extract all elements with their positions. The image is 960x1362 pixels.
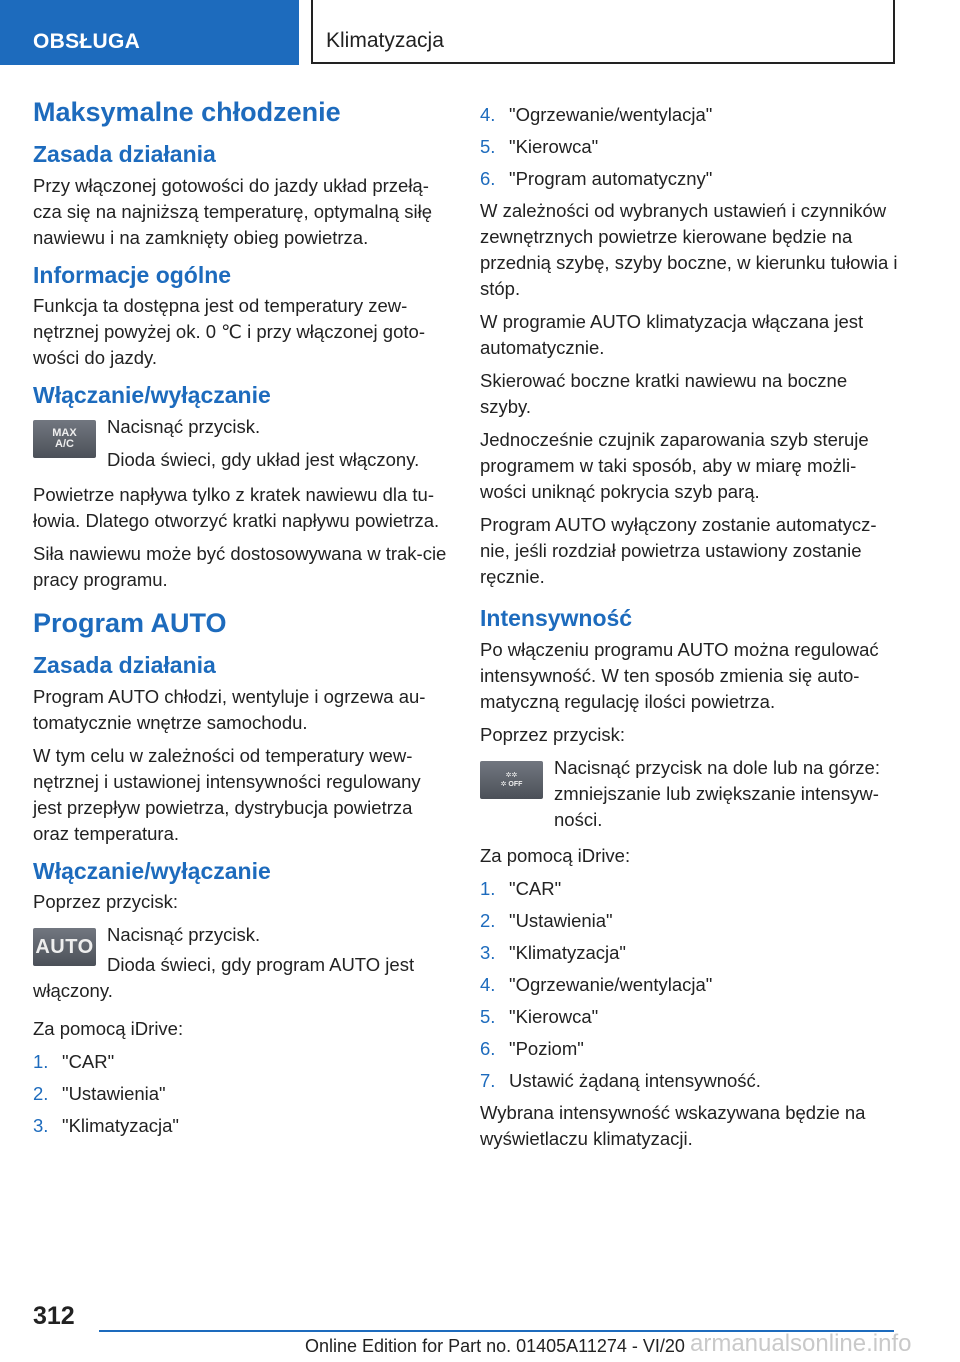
list-item xyxy=(480,1004,900,1030)
heading-general-info: Informacje ogólne xyxy=(33,261,232,288)
paragraph: W programie AUTO klimatyzacja włączana jest automatycznie. xyxy=(480,311,864,358)
list-item xyxy=(33,1113,453,1139)
list-text: "Klimatyzacja" xyxy=(509,941,626,963)
heading-max-cooling: Maksymalne chłodzenie xyxy=(33,97,341,127)
auto-instruction xyxy=(33,922,453,982)
paragraph: Po włączeniu programu AUTO można regulować intensywność. W ten sposób zmienia się auto-matyczną regulację ilości powietrza. xyxy=(480,638,879,712)
fan-icon: ✲✲ xyxy=(505,771,518,779)
heading-on-off: Włączanie/wyłączanie xyxy=(33,857,271,884)
list-item xyxy=(480,166,900,192)
list-item xyxy=(480,1036,900,1062)
paragraph: Poprzez przycisk: xyxy=(33,891,178,913)
max-ac-icon-line: A/C xyxy=(55,438,74,450)
max-ac-button-icon xyxy=(33,420,96,458)
list-number: 4. xyxy=(480,973,496,995)
list-number: 5. xyxy=(480,136,496,157)
auto-button-icon: AUTO xyxy=(33,928,96,966)
list-text: "Klimatyzacja" xyxy=(62,1115,179,1137)
paragraph: Przy włączonej gotowości do jazdy układ przełą-cza się na najniższą temperaturę, optymalną siłę nawiewu i na zamknięty obieg powietrza. xyxy=(33,174,432,248)
list-item xyxy=(480,940,900,966)
fan-intensity-button-icon xyxy=(480,761,543,799)
list-item xyxy=(480,134,900,160)
list-number: 6. xyxy=(480,1037,496,1059)
paragraph: Nacisnąć przycisk. xyxy=(107,924,261,946)
heading-principle: Zasada działania xyxy=(33,140,216,167)
heading-intensity: Intensywność xyxy=(480,605,633,631)
list-number: 4. xyxy=(480,104,496,125)
list-number: 2. xyxy=(480,909,496,931)
paragraph: W zależności od wybranych ustawień i czynników zewnętrznych powietrze kierowane będzie na przednią szybę, szyby boczne, w kierunku tułowia i stóp. xyxy=(480,200,898,299)
list-item xyxy=(480,1068,900,1094)
list-text: "Kierowca" xyxy=(509,136,599,157)
list-text: "CAR" xyxy=(62,1051,115,1073)
paragraph: Skierować boczne kratki nawiewu na boczne szyby. xyxy=(480,370,848,417)
watermark: armanualsonline.info xyxy=(690,1330,912,1357)
list-number: 1. xyxy=(33,1051,49,1073)
max-ac-instruction xyxy=(33,414,453,474)
paragraph: Program AUTO wyłączony zostanie automatycz-nie, jeśli rozdział powietrza ustawiony zostanie ręcznie. xyxy=(480,514,877,587)
list-item xyxy=(480,972,900,998)
list-item xyxy=(33,1049,453,1075)
idrive-intensity-steps-list xyxy=(480,876,900,1094)
heading-on-off: Włączanie/wyłączanie xyxy=(33,382,271,409)
chapter-title: Klimatyzacja xyxy=(311,0,895,64)
list-text: "Program automatyczny" xyxy=(509,168,713,189)
list-text: "Poziom" xyxy=(509,1037,584,1059)
paragraph: Dioda świeci, gdy układ jest włączony. xyxy=(107,449,420,470)
paragraph: Powietrze napływa tylko z kratek nawiewu dla tu-łowia. Dlatego otworzyć kratki napływu powietrza. xyxy=(33,484,440,531)
paragraph: Dioda świeci, gdy program AUTO jest włączony. xyxy=(33,954,415,1002)
list-text: "Ustawienia" xyxy=(509,909,613,931)
intensity-instruction xyxy=(480,755,900,833)
list-text: "Ogrzewanie/wentylacja" xyxy=(509,973,713,995)
paragraph: Za pomocą iDrive: xyxy=(480,844,631,866)
list-item xyxy=(480,876,900,902)
paragraph: Poprzez przycisk: xyxy=(480,723,625,745)
idrive-steps-list-continued xyxy=(480,102,900,192)
paragraph: Nacisnąć przycisk na dole lub na górze: zmniejszanie lub zwiększanie intensyw-ności. xyxy=(554,756,880,830)
heading-principle: Zasada działania xyxy=(33,651,216,678)
list-number: 7. xyxy=(480,1069,496,1091)
heading-program-auto: Program AUTO xyxy=(33,608,227,638)
paragraph: Za pomocą iDrive: xyxy=(33,1018,184,1040)
list-number: 3. xyxy=(480,941,496,963)
page-number: 312 xyxy=(33,1302,75,1330)
list-text: "Ogrzewanie/wentylacja" xyxy=(509,104,713,125)
paragraph: Nacisnąć przycisk. xyxy=(107,416,261,437)
list-number: 3. xyxy=(33,1115,49,1137)
max-ac-icon-line: MAX xyxy=(52,427,77,439)
section-tab: OBSŁUGA xyxy=(0,0,299,65)
list-item xyxy=(480,102,900,128)
list-text: "Ustawienia" xyxy=(62,1083,166,1105)
paragraph: Siła nawiewu może być dostosowywana w trak-cie pracy programu. xyxy=(33,543,447,590)
list-number: 5. xyxy=(480,1005,496,1027)
list-number: 6. xyxy=(480,168,496,189)
paragraph: W tym celu w zależności od temperatury wew-nętrznej i ustawionej intensywności regulowany jest przepływ powietrza, dystrybucja powietrza oraz temperatura. xyxy=(33,744,421,844)
paragraph: Funkcja ta dostępna jest od temperatury zew-nętrznej powyżej ok. 0 ℃ i przy włączonej goto-wości do jazdy. xyxy=(33,295,425,369)
paragraph: Program AUTO chłodzi, wentyluje i ogrzewa au-tomatycznie wnętrze samochodu. xyxy=(33,685,426,733)
list-text: "CAR" xyxy=(509,877,562,899)
list-item xyxy=(480,908,900,934)
paragraph: Wybrana intensywność wskazywana będzie na wyświetlaczu klimatyzacji. xyxy=(480,1101,866,1149)
footer-edition: Online Edition for Part no. 01405A11274 - VI/20 xyxy=(305,1336,685,1356)
list-text: Ustawić żądaną intensywność. xyxy=(509,1069,761,1091)
idrive-steps-list xyxy=(33,1049,453,1139)
right-column xyxy=(480,96,900,1159)
left-column xyxy=(33,96,453,1145)
fan-off-icon: ✲ OFF xyxy=(500,780,523,788)
list-item xyxy=(33,1081,453,1107)
paragraph: Jednocześnie czujnik zaparowania szyb steruje programem w taki sposób, aby w miarę możli-wości uniknąć pokrycia szyb parą. xyxy=(480,429,869,502)
list-number: 1. xyxy=(480,877,496,899)
list-text: "Kierowca" xyxy=(509,1005,599,1027)
list-number: 2. xyxy=(33,1083,49,1105)
